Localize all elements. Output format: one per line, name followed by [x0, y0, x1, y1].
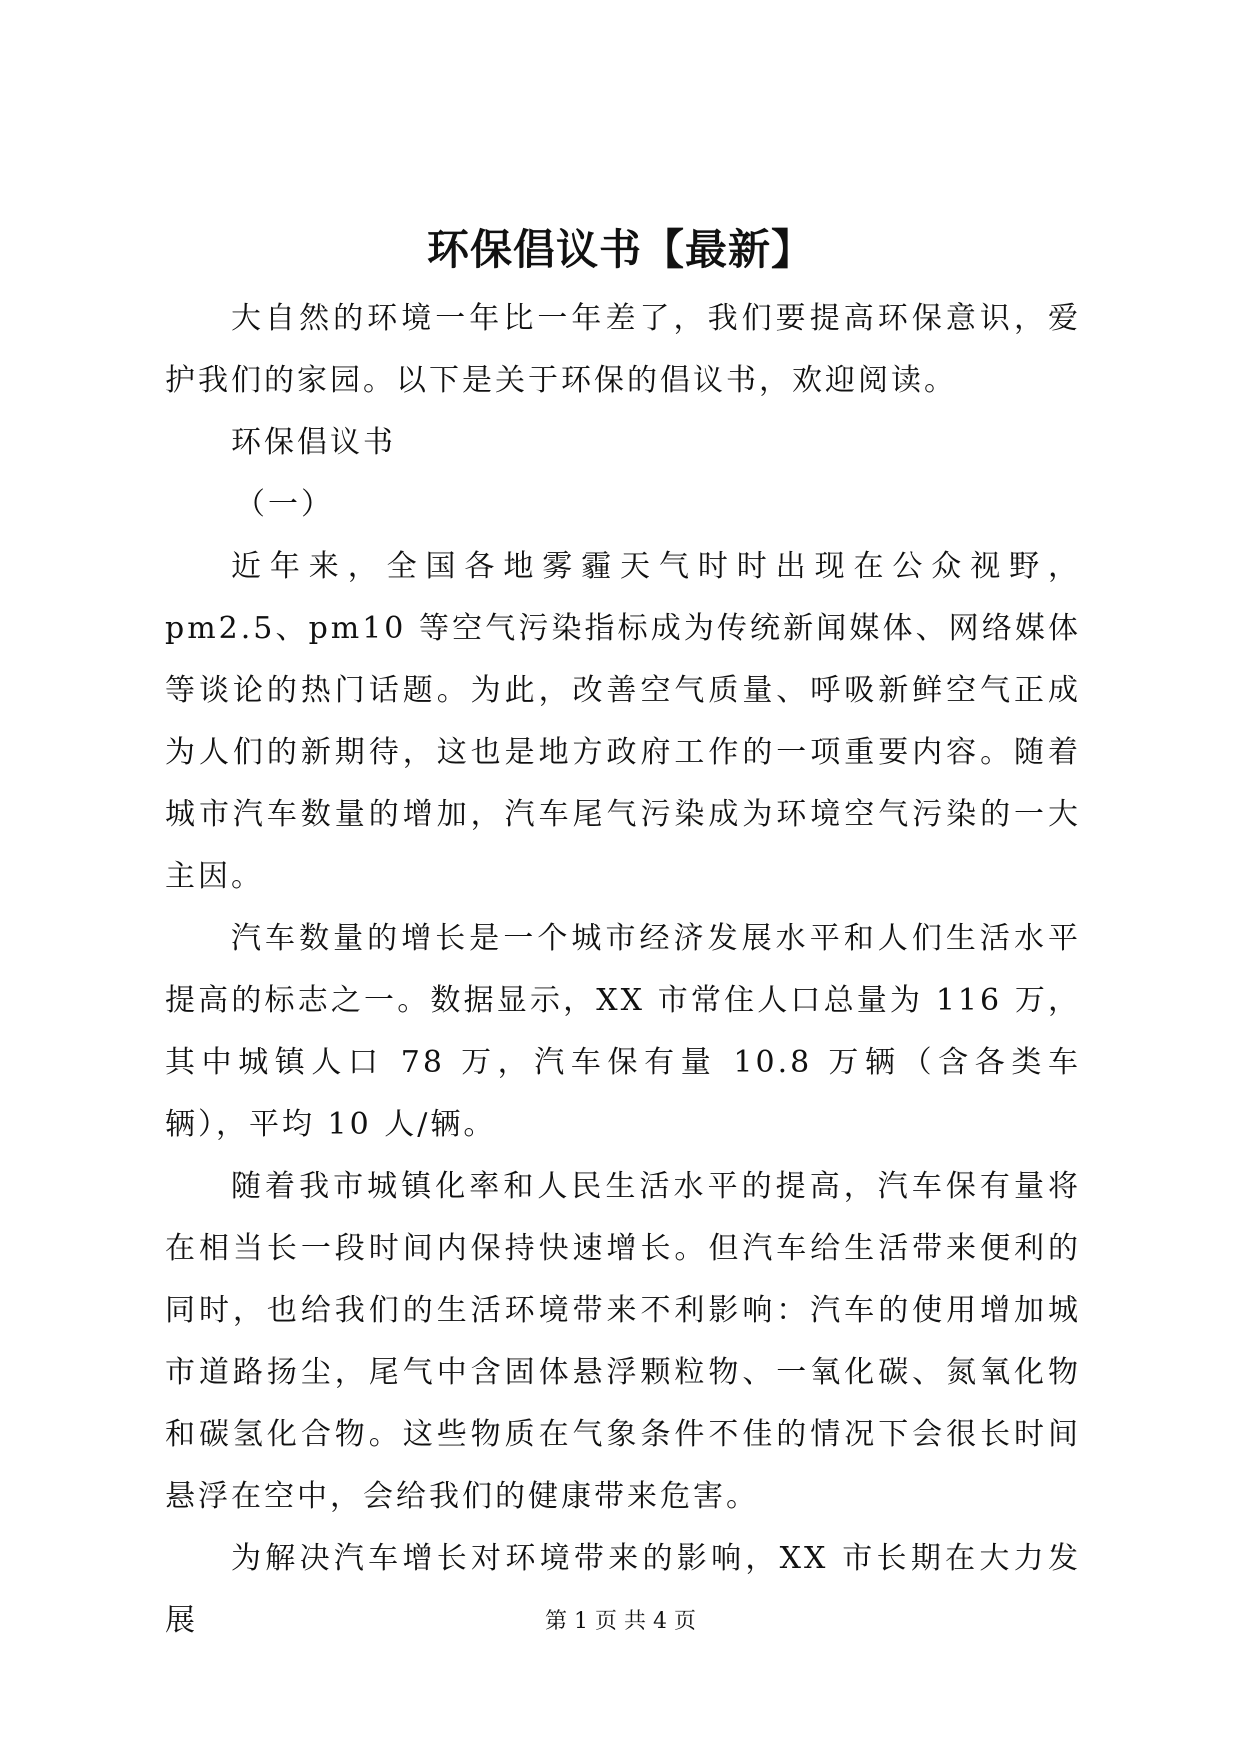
section-heading: 环保倡议书 [231, 425, 396, 460]
body-paragraph: 近年来，全国各地雾霾天气时时出现在公众视野，pm2.5、pm10 等空气污染指标成为传统新闻媒体、网络媒体等谈论的热门话题。为此，改善空气质量、呼吸新鲜空气正成为人们的新期待，这也是地方政府工作的一项重要内容。随着城市汽车数量的增加，汽车尾气污染成为环境空气污染的一大主因。 [165, 549, 1081, 894]
body-paragraph: 汽车数量的增长是一个城市经济发展水平和人们生活水平提高的标志之一。数据显示，XX 市常住人口总量为 116 万，其中城镇人口 78 万，汽车保有量 10.8 万辆（含各类车辆），平均 10 人/辆。 [165, 921, 1081, 1142]
body-paragraph: 为解决汽车增长对环境带来的影响，XX 市长期在大力发展 [165, 1541, 1081, 1638]
document-title: 环保倡议书【最新】 [426, 225, 814, 274]
intro-paragraph: 大自然的环境一年比一年差了，我们要提高环保意识，爱护我们的家园。以下是关于环保的倡议书，欢迎阅读。 [165, 301, 1081, 398]
page-footer: 第 1 页 共 4 页 [545, 1609, 696, 1634]
section-number: （一） [235, 487, 334, 522]
document-body [165, 288, 1081, 1652]
body-paragraph: 随着我市城镇化率和人民生活水平的提高，汽车保有量将在相当长一段时间内保持快速增长。但汽车给生活带来便利的同时，也给我们的生活环境带来不利影响：汽车的使用增加城市道路扬尘，尾气中含固体悬浮颗粒物、一氧化碳、氮氧化物和碳氢化合物。这些物质在气象条件不佳的情况下会很长时间悬浮在空中，会给我们的健康带来危害。 [165, 1169, 1081, 1514]
